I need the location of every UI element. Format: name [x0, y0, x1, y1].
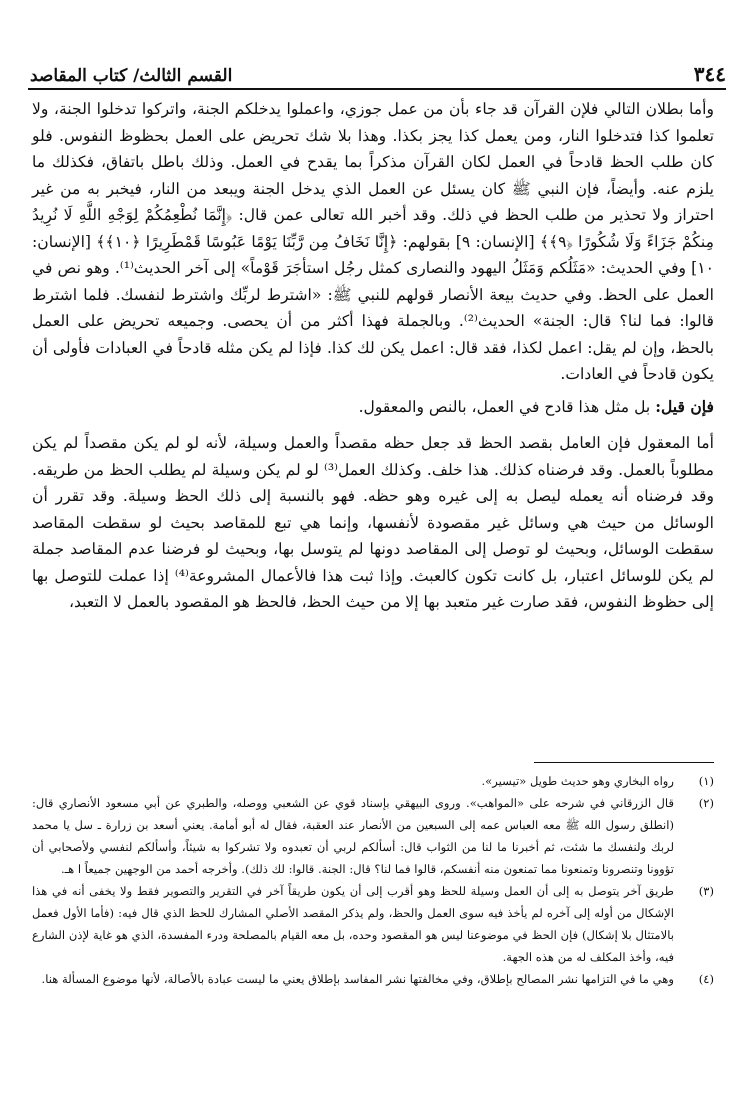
footnote-number: (١): [698, 774, 714, 788]
objection-text: بل مثل هذا قادح في العمل، بالنص والمعقول.: [358, 397, 651, 416]
footnote-separator: [534, 762, 714, 763]
footnote: [32, 770, 714, 792]
footnotes: [32, 770, 714, 990]
paragraph: وأما بطلان التالي فلإن القرآن قد جاء بأن من عمل جوزي، واعملوا يدخلكم الجنة، واتركوا تدخلوا الجنة، ولا تعلموا كذا فتدخلوا النار، ومن يعمل كذا يجز بكذا. وهذا بلا شك تحريض على العمل بحظوظ النفوس. فلو كان طلب الحظ قادحاً في العمل لكان القرآن مذكراً بما يقدح في العمل. وذلك باطل باتفاق، فكذلك ما يلزم عنه. وأيضاً، فإن النبي ﷺ كان يسئل عن العمل الذي يدخل الجنة ويبعد من النار، فيخبر به من غير احتراز ولا تحذير من طلب الحظ في ذلك. وقد أخبر الله تعالى عمن قال: ﴿إِنَّمَا نُطْعِمُكُمْ لِوَجْهِ اللَّهِ لَا نُرِيدُ مِنكُمْ جَزَاءً وَلَا شُكُورًا ﴿٩﴾﴾ [الإنسان: ٩] بقولهم: ﴿إِنَّا نَخَافُ مِن رَّبِّنَا يَوْمًا عَبُوسًا قَمْطَرِيرًا ﴿١٠﴾﴾ [الإنسان: ١٠] وفي الحديث: «مَثَلُكم وَمَثَلُ اليهود والنصارى كمثل رجُل استأجَرَ قَوْماً» إلى آخر الحديث⁽¹⁾. وهو نص في العمل على الحظ. وفي حديث بيعة الأنصار قولهم للنبي ﷺ: «اشترط لربِّك واشترط لنفسك. فلما اشترط قالوا: فما لنا؟ قال: الجنة» الحديث⁽²⁾. وبالجملة فهذا أكثر من أن يحصى. وجميعه تحريض على العمل بالحظ، وإن لم يقل: اعمل لكذا، فقد قال: اعمل يكن لك كذا. فإذا لم يكن مثله قادحاً في العبادات فأولى أن يكون قادحاً في العادات.: [32, 100, 715, 383]
objection-line: [32, 394, 714, 421]
footnote-number: (٢): [698, 796, 714, 810]
header-rule: [28, 88, 726, 90]
footnote-text: وهي ما في التزامها نشر المصالح بإطلاق، وفي مخالفتها نشر المفاسد بإطلاق يعني ما ليست عبادة بالأصالة، لأنها موضوع المسألة هنا.: [41, 972, 674, 986]
paragraph: أما المعقول فإن العامل بقصد الحظ قد جعل حظه مقصداً والعمل وسيلة، لأنه لو لم يكن مقصداً لم يكن مطلوباً بالعمل. وقد فرضناه كذلك. هذا خلف. وكذلك العمل⁽³⁾ لو لم يكن وسيلة لم يطلب الحظ من طريقه. وقد فرضناه أنه يعمله ليصل به إلى غيره وهو حظه. فهو بالنسبة إلى ذلك الحظ وسيلة. وقد تقرر أن الوسائل من حيث هي وسائل غير مقصودة لأنفسها، وإنما هي تبع للمقاصد بحيث لو سقطت المقاصد سقطت الوسائل، وبحيث لو توصل إلى المقاصد دونها لم يتوسل بها، وبحيث لو فرضنا عدم المقاصد جملة لم يكن للوسائل اعتبار، بل كانت تكون كالعبث. وإذا ثبت هذا فالأعمال المشروعة⁽⁴⁾ إذا عملت للتوصل بها إلى حظوظ النفوس، فقد صارت غير متعبد بها إلا من حيث الحظ، فالحظ هو المقصود بالعمل لا التعبد،: [32, 434, 714, 611]
running-header: [30, 60, 726, 86]
footnote: [32, 792, 714, 880]
main-text: [32, 96, 714, 616]
footnote-number: (٣): [698, 884, 714, 898]
running-title: القسم الثالث/ كتاب المقاصد: [30, 66, 233, 86]
objection-label: فإن قيل:: [655, 396, 714, 416]
page-number: ٣٤٤: [693, 62, 726, 86]
footnote-text: قال الزرقاني في شرحه على «المواهب». وروى البيهقي بإسناد قوي عن الشعبي ووصله، والطبري عن أبي مسعود الأنصاري قال: (انطلق رسول الله ﷺ معه العباس عمه إلى السبعين من الأنصار عند العقبة، فقال له أبو أمامة. يعني أسعد بن زرارة ـ سل يا محمد لربك ولنفسك ما شئت، ثم أخبرنا ما لنا من الثواب قال: أسألكم لربي أن تعبدوه ولا تشركوا به شيئاً، وأسألكم لنفسي ولأصحابي أن تؤوونا وتنصرونا وتمنعونا مما تمنعون منه أنفسكم، قالوا فما لنا؟ قال: الجنة. قالوا: لك ذلك). وأخرجه أحمد من الوجهين جميعاً ا هـ.: [32, 796, 674, 876]
footnote: [32, 880, 714, 968]
footnote-text: طريق آخر يتوصل به إلى أن العمل وسيلة للحظ وهو أقرب إلى أن يكون طريقاً آخر في التقرير والتصوير فقط ولا يخفى أنه في هذا الإشكال من أوله إلى آخره لم يأخذ فيه سوى العمل والحظ، ولم يذكر المقصد الأصلي المشارك للحظ الذي قال فيه: (فأما الأول فعمل بالامتثال بلا إشكال) فإن الحظ في موضوعنا ليس هو المقصود وحده، بل معه القيام بالمصلحة ودرء المفسدة، الذي هو غاية لإذن الشارع فيه، وأخذ المكلف له من هذه الجهة.: [32, 884, 674, 964]
footnote: [32, 968, 714, 990]
footnote-text: رواه البخاري وهو حديث طويل «تيسير».: [481, 774, 674, 788]
footnote-number: (٤): [698, 972, 714, 986]
